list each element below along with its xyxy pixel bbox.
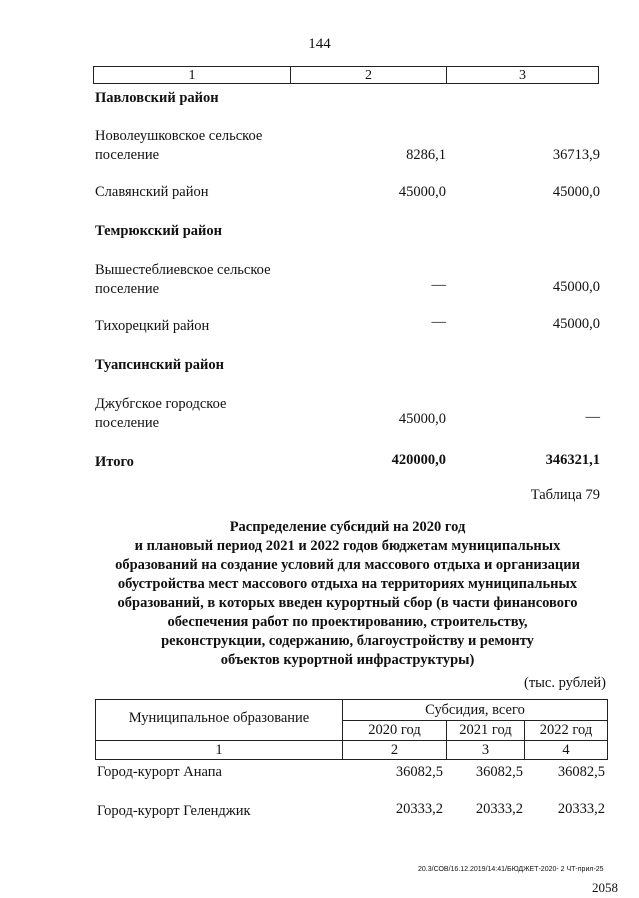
value-2022: 36082,5: [557, 764, 605, 780]
value-2020: 8286,1: [406, 147, 446, 163]
column-number-3: 3: [519, 68, 526, 83]
title-line: образований, в которых введен курортный сбор (в части финансового: [117, 595, 578, 611]
value-2021: 36713,9: [552, 147, 600, 163]
column-number-2: 2: [390, 742, 399, 758]
header-municipal: Муниципальное образование: [128, 710, 310, 726]
header-year-2022: 2022 год: [539, 722, 593, 738]
value-2020: 45000,0: [398, 184, 446, 200]
table-row-name: Город-курорт Анапа: [97, 764, 222, 780]
table-row-heading: Темрюкский район: [95, 223, 222, 239]
title-line: Распределение субсидий на 2020 год: [229, 519, 466, 535]
unit-label: (тыс. рублей): [524, 675, 606, 691]
table-caption: Таблица 79: [530, 487, 600, 503]
corner-page-number: 2058: [592, 880, 618, 895]
table-row-label: поселение: [95, 415, 160, 431]
column-number-header: [93, 66, 599, 84]
value-2020: —: [431, 277, 446, 293]
title-line: объектов курортной инфраструктуры): [220, 652, 475, 668]
column-number-4: 4: [562, 742, 570, 758]
title-line: образований на создание условий для массового отдыха и организации: [115, 557, 580, 573]
column-number-1: 1: [188, 68, 196, 83]
table-row-heading: Туапсинский район: [95, 357, 224, 373]
value-2021: —: [585, 409, 600, 425]
title-line: обеспечения работ по проектированию, строительству,: [167, 614, 528, 630]
table-row-label: Тихорецкий район: [95, 318, 210, 334]
title-line: обустройства мест массового отдыха на территориях муниципальных: [117, 576, 578, 592]
total-label: Итого: [95, 454, 134, 470]
value-2021: 36082,5: [475, 764, 523, 780]
footer-document-code: 20.3/СОВ/16.12.2019/14:41/БЮДЖЕТ-2020- 2 ЧТ-прил-25: [418, 866, 604, 873]
column-number-3: 3: [481, 742, 490, 758]
total-2021: 346321,1: [545, 452, 600, 468]
total-2020: 420000,0: [391, 452, 446, 468]
value-2020: 36082,5: [395, 764, 443, 780]
header-year-2021: 2021 год: [459, 722, 512, 738]
value-2020: —: [431, 314, 446, 330]
table-title: [95, 518, 600, 670]
value-2020: 20333,2: [395, 801, 443, 817]
column-number-1: 1: [215, 742, 223, 758]
table-row-label: Джубгское городское: [95, 396, 227, 412]
header-subsidy: Субсидия, всего: [425, 702, 525, 718]
table-row-label: Славянский район: [95, 184, 209, 200]
value-2021: 20333,2: [475, 801, 523, 817]
table-row-label: поселение: [95, 147, 160, 163]
column-number-2: 2: [365, 68, 372, 83]
table-row-name: Город-курорт Геленджик: [97, 803, 251, 819]
value-2020: 45000,0: [398, 411, 446, 427]
table79-header: [95, 699, 608, 760]
title-line: и плановый период 2021 и 2022 годов бюджетам муниципальных: [134, 538, 561, 554]
value-2021: 45000,0: [552, 316, 600, 332]
table-row-label: Новолеушковское сельское: [95, 128, 263, 144]
value-2021: 45000,0: [552, 279, 600, 295]
value-2022: 20333,2: [557, 801, 605, 817]
table-row-label: Вышестеблиевское сельское: [95, 262, 271, 278]
header-year-2020: 2020 год: [368, 722, 421, 738]
page-number: 144: [308, 36, 331, 52]
table-row-heading: Павловский район: [95, 90, 219, 106]
value-2021: 45000,0: [552, 184, 600, 200]
table-row-label: поселение: [95, 281, 160, 297]
title-line: реконструкции, содержанию, благоустройству и ремонту: [161, 633, 534, 649]
